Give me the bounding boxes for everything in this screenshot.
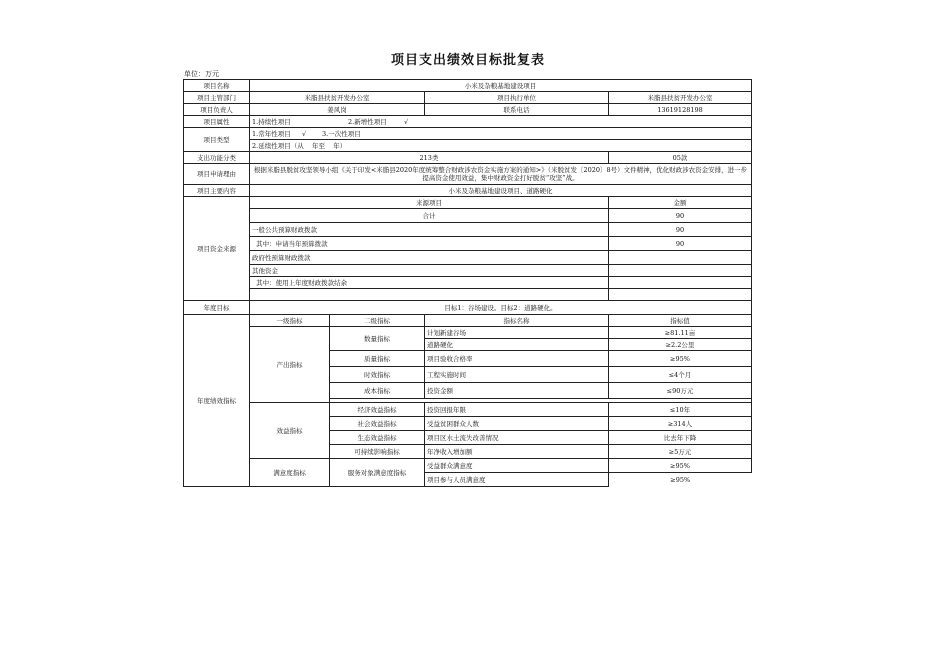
table-row [184,128,752,140]
attr-option-2: 2.新增性项目 [348,117,387,126]
table-row [184,164,752,185]
perf-label: 年度绩效指标 [184,315,250,487]
dept-value: 米脂县扶贫开发办公室 [250,92,425,104]
table-row [184,237,752,251]
content-value: 小米及杂粮基地建设项目、道路硬化 [250,185,752,197]
indicator-name: 项目参与人员满意度 [425,473,609,487]
table-row [184,185,752,197]
annual-label: 年度目标 [184,301,250,315]
social-indicator: 社会效益指标 [330,417,425,431]
indicator-name: 受益贫困群众人数 [425,417,609,431]
indicator-header-1: 一级指标 [250,315,330,327]
indicator-name: 投资回报年限 [425,403,609,417]
type-option-3: 3.一次性项目 [322,129,361,138]
current-value: 90 [609,237,752,251]
satisfaction-indicator: 满意度指标 [250,459,330,487]
service-indicator: 服务对象满意度指标 [330,459,425,487]
dept-label: 项目主管部门 [184,92,250,104]
indicator-value: ≥95% [609,351,752,367]
attr-option-1: 1.持续性项目 [252,117,291,126]
attr-check-mark: √ [404,117,409,126]
project-name-label: 项目名称 [184,80,250,92]
type-check-mark: √ [302,129,307,138]
timeliness-indicator: 时效指标 [330,367,425,383]
quality-indicator: 质量指标 [330,351,425,367]
annual-value: 目标1：谷场建设。目标2：道路硬化。 [250,301,752,315]
indicator-value: ≥2.2公里 [609,339,752,351]
total-value: 90 [609,209,752,223]
indicator-name: 计划新建谷场 [425,327,609,339]
table-row [184,315,752,327]
general-value: 90 [609,223,752,237]
reason-label: 项目申请理由 [184,164,250,185]
person-label: 项目负责人 [184,104,250,116]
attr-value [250,116,752,128]
project-name-value: 小米及杂粮基地建设项目 [250,80,752,92]
content-label: 项目主要内容 [184,185,250,197]
indicator-value: ≤4个月 [609,367,752,383]
table-row [184,197,752,209]
indicator-value: ≥314人 [609,417,752,431]
indicator-value: ≤10年 [609,403,752,417]
exec-label: 项目执行单位 [425,92,609,104]
indicator-value: 比去年下降 [609,431,752,445]
approval-table [183,79,752,487]
sustain-indicator: 可持续影响指标 [330,445,425,459]
table-row [184,301,752,315]
table-row [184,140,752,152]
amount-header: 金额 [609,197,752,209]
cost-indicator: 成本指标 [330,383,425,399]
benefit-indicator: 效益指标 [250,403,330,459]
eco-indicator: 生态效益指标 [330,431,425,445]
table-row [184,277,752,289]
table-row [184,403,752,417]
unit-label: 单位：万元 [184,70,219,78]
table-row [184,80,752,92]
type-value-2: 2.延续性项目（从 年至 年） [250,140,752,152]
table-row [184,327,752,339]
person-value: 姜风岗 [250,104,425,116]
reason-value: 根据米脂县脱贫攻坚领导小组《关于印发<米脂县2020年度统筹整合财政涉农资金实施方案的通知>》（米脱贫发〔2020〕8号）文件精神，优化财政涉农资金安排，进一步提高资金使用效益，集中财政资金打好脱贫“攻坚”战。 [250,164,752,185]
indicator-name: 项目验收合格率 [425,351,609,367]
table-row [184,265,752,277]
table-row [184,209,752,223]
econ-indicator: 经济效益指标 [330,403,425,417]
funds-label: 项目资金来源 [184,197,250,301]
current-label: 其中：申请当年预算拨款 [250,237,609,251]
indicator-name: 受益群众满意度 [425,459,609,473]
gov-fund-label: 政府性预算财政拨款 [250,251,609,265]
indicator-name: 年净收入增加额 [425,445,609,459]
table-row [184,92,752,104]
total-label: 合计 [250,209,609,223]
type-label: 项目类型 [184,128,250,152]
other-label: 其他资金 [250,265,609,277]
indicator-name: 工程实施时间 [425,367,609,383]
table-row [184,251,752,265]
attr-label: 项目属性 [184,116,250,128]
func-class: 213类 [250,152,609,164]
table-row [184,223,752,237]
blank-cell [250,289,609,301]
indicator-name: 项目区水土流失改善情况 [425,431,609,445]
indicator-value: ≥95% [609,459,752,473]
quantity-indicator: 数量指标 [330,327,425,351]
type-value-1 [250,128,752,140]
phone-value: 13619128198 [609,104,752,116]
carry-value [609,277,752,289]
indicator-header-3: 指标名称 [425,315,609,327]
indicator-header-2: 二级指标 [330,315,425,327]
output-indicator: 产出指标 [250,327,330,403]
general-label: 一般公共预算财政拨款 [250,223,609,237]
indicator-value: ≥81.11亩 [609,327,752,339]
func-item: 05款 [609,152,752,164]
table-row [184,459,752,473]
carry-label: 其中：使用上年度财政拨款结余 [250,277,609,289]
indicator-value: ≥5万元 [609,445,752,459]
type-option-1: 1.常年性项目 [252,129,291,138]
table-row [184,116,752,128]
table-row [184,104,752,116]
table-row [184,289,752,301]
other-value [609,265,752,277]
indicator-value: ≤90万元 [609,383,752,399]
indicator-name: 道路硬化 [425,339,609,351]
table-row [184,152,752,164]
exec-value: 米脂县扶贫开发办公室 [609,92,752,104]
indicator-value: ≥95% [609,473,752,487]
func-label: 支出功能分类 [184,152,250,164]
blank-cell [609,289,752,301]
phone-label: 联系电话 [425,104,609,116]
page-title: 项目支出绩效目标批复表 [390,53,545,68]
gov-fund-value [609,251,752,265]
indicator-header-4: 指标值 [609,315,752,327]
source-header: 来源项目 [250,197,609,209]
indicator-name: 投资金额 [425,383,609,399]
